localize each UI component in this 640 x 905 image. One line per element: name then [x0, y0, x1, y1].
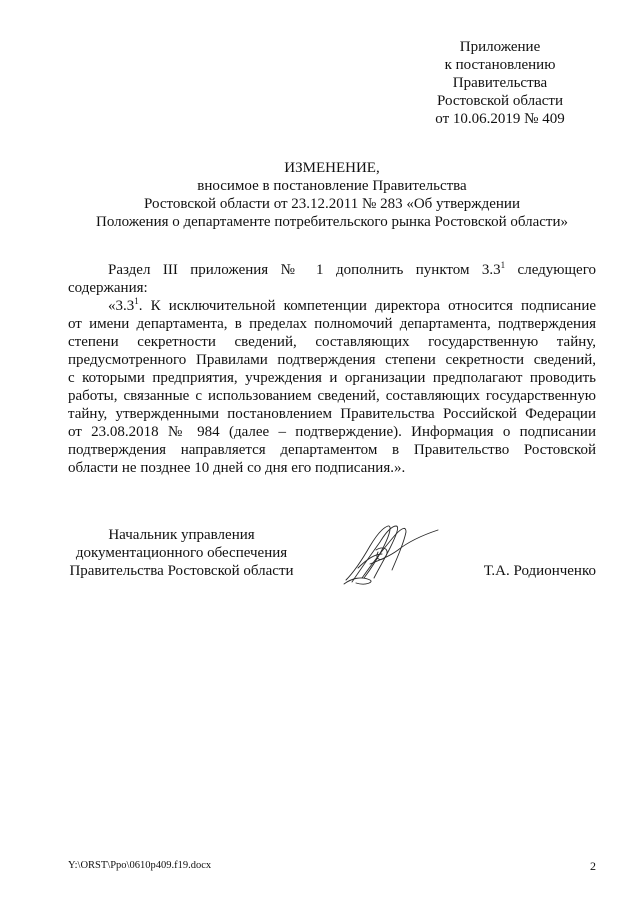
superscript: 1: [500, 260, 506, 270]
text-segment: следующего: [505, 262, 596, 278]
paragraph-2-line: тайну, утвержденными постановлением Правительства Российской Федерации: [68, 406, 596, 422]
title-line: вносимое в постановление Правительства: [197, 178, 467, 194]
superscript: 1: [134, 296, 139, 306]
paragraph-1-line: содержания:: [68, 280, 148, 296]
signature-stroke: [344, 578, 371, 584]
title-line: Положения о департаменте потребительского рынка Ростовской области»: [95, 214, 568, 230]
position-line: Начальник управления: [108, 527, 255, 543]
signature-stroke: [370, 530, 438, 564]
paragraph-2-line: подтверждения направляется департаментом в Правительство Ростовской: [68, 442, 596, 458]
signature-stroke: [352, 526, 398, 582]
appendix-line: от 10.06.2019 № 409: [435, 111, 565, 127]
body-text: [68, 261, 596, 477]
signatory-name: Т.А. Родионченко: [483, 563, 596, 579]
paragraph-1-line: [68, 261, 596, 279]
page-number: 2: [590, 859, 596, 873]
position-line: Правительства Ростовской области: [69, 563, 294, 579]
title-heading: ИЗМЕНЕНИЕ,: [284, 160, 380, 176]
paragraph-2-line: от 23.08.2018 № 984 (далее – подтверждение). Информация о подписании: [68, 424, 596, 440]
paragraph-2-line: от имени департамента, в пределах полномочий департамента, подтверждения: [68, 316, 596, 332]
title-line: Ростовской области от 23.12.2011 № 283 «Об утверждении: [144, 196, 520, 212]
paragraph-2-line: степени секретности сведений, составляющих государственную тайну,: [68, 334, 596, 350]
appendix-header: [400, 38, 600, 128]
appendix-line: Ростовской области: [437, 93, 563, 109]
position-line: документационного обеспечения: [75, 545, 288, 561]
appendix-line: Приложение: [459, 39, 541, 55]
footer-file-path: Y:\ORST\Ppo\0610p409.f19.docx: [68, 860, 212, 871]
paragraph-2-line: [68, 297, 596, 315]
text-segment: . К исключительной компетенции директора относится подписание: [138, 298, 596, 314]
document-title: [68, 159, 596, 231]
text-segment: «3.3: [108, 298, 135, 314]
appendix-line: к постановлению: [444, 57, 556, 73]
signature-image: [340, 520, 440, 586]
paragraph-2-line: с которыми предприятия, учреждения и организации предполагают проводить: [68, 370, 596, 386]
signature-stroke: [346, 526, 390, 580]
signatory-position: [48, 526, 315, 580]
text-segment: Раздел III приложения № 1 дополнить пунктом 3.3: [108, 262, 501, 278]
appendix-line: Правительства: [452, 75, 548, 91]
paragraph-2-line: области не позднее 10 дней со дня его подписания.».: [68, 460, 406, 476]
paragraph-2-line: предусмотренного Правилами подтверждения степени секретности сведений,: [68, 352, 596, 368]
paragraph-2-line: работы, связанные с использованием сведений, составляющих государственную: [68, 388, 596, 404]
